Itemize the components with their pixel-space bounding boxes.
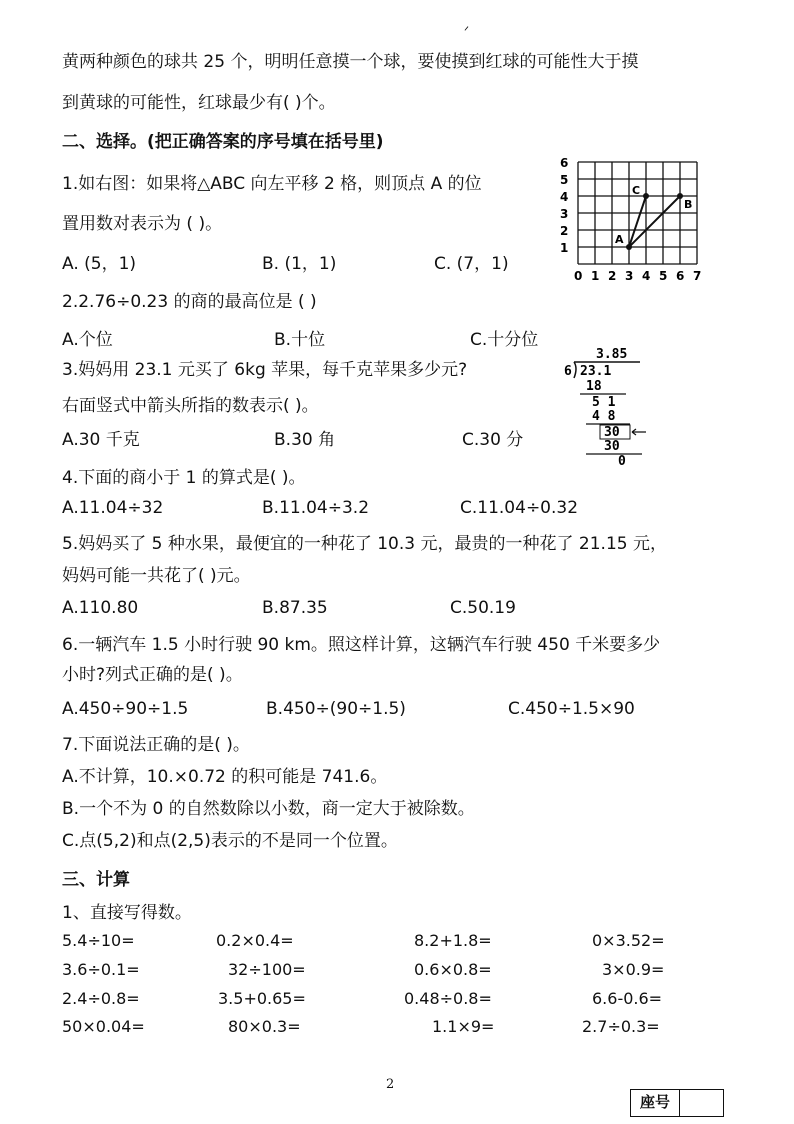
q6-option-b: B.450÷(90÷1.5)	[266, 699, 406, 719]
calc-cell: 2.4÷0.8=	[62, 989, 140, 1008]
q4-line-1: 4.下面的商小于 1 的算式是( )。	[62, 468, 306, 488]
triangle-abc	[615, 184, 692, 250]
q3-line-1: 3.妈妈用 23.1 元买了 6kg 苹果，每千克苹果多少元?	[62, 360, 468, 380]
vertex-point	[677, 193, 683, 199]
x-tick-label: 1	[591, 269, 600, 283]
x-tick-label: 5	[659, 269, 668, 283]
calc-cell: 5.4÷10=	[62, 931, 135, 950]
y-tick-label: 3	[560, 207, 569, 221]
q1-line-2: 置用数对表示为 ( )。	[62, 214, 223, 234]
division-step-1: 18	[586, 379, 602, 394]
q7-option-b: B.一个不为 0 的自然数除以小数，商一定大于被除数。	[62, 799, 475, 819]
y-tick-label: 5	[560, 173, 569, 187]
calc-cell: 3.5+0.65=	[218, 989, 306, 1008]
calc-cell: 0.6×0.8=	[414, 960, 492, 979]
q1-option-c: C. (7，1)	[434, 254, 509, 274]
intro-line-1: 黄两种颜色的球共 25 个，明明任意摸一个球，要使摸到红球的可能性大于摸	[62, 52, 639, 72]
x-tick-label: 3	[625, 269, 634, 283]
y-tick-label: 2	[560, 224, 569, 238]
q5-option-a: A.110.80	[62, 598, 139, 618]
q2-option-b: B.十位	[274, 330, 326, 350]
q2-option-c: C.十分位	[470, 330, 539, 350]
division-divisor: 6	[564, 364, 572, 379]
y-tick-label: 1	[560, 241, 569, 255]
q1-option-b: B. (1，1)	[262, 254, 337, 274]
calc-cell: 3×0.9=	[602, 960, 665, 979]
q6-line-2: 小时?列式正确的是( )。	[62, 665, 243, 685]
division-remainder: 0	[618, 454, 626, 466]
x-tick-label: 6	[676, 269, 685, 283]
calc-cell: 0.48÷0.8=	[404, 989, 492, 1008]
scan-mark: ᐟ	[464, 24, 470, 38]
division-step-5: 30	[604, 439, 620, 454]
grid-lines	[578, 162, 697, 264]
long-division-figure	[560, 346, 650, 466]
calc-cell: 0×3.52=	[592, 931, 665, 950]
q6-option-c: C.450÷1.5×90	[508, 699, 635, 719]
q6-line-1: 6.一辆汽车 1.5 小时行驶 90 km。照这样计算，这辆汽车行驶 450 千米要多少	[62, 635, 661, 655]
division-dividend: 23.1	[580, 364, 612, 379]
division-step-4: 30	[604, 425, 620, 440]
calc-cell: 80×0.3=	[228, 1017, 301, 1036]
q2-line-1: 2.2.76÷0.23 的商的最高位是 ( )	[62, 292, 317, 312]
division-step-3: 4 8	[592, 409, 616, 424]
page-number: 2	[386, 1077, 395, 1092]
y-tick-label: 4	[560, 190, 569, 204]
y-tick-label: 6	[560, 156, 569, 170]
calc-cell: 8.2+1.8=	[414, 931, 492, 950]
calc-cell: 1.1×9=	[432, 1017, 495, 1036]
calc-cell: 2.7÷0.3=	[582, 1017, 660, 1036]
q4-option-a: A.11.04÷32	[62, 498, 164, 518]
q1-line-1: 1.如右图：如果将△ABC 向左平移 2 格，则顶点 A 的位	[62, 174, 482, 194]
q3-option-a: A.30 千克	[62, 430, 140, 450]
q3-option-b: B.30 角	[274, 430, 336, 450]
vertex-label: B	[684, 198, 693, 211]
seat-number-box	[630, 1089, 724, 1117]
vertex-point	[643, 193, 649, 199]
q4-option-b: B.11.04÷3.2	[262, 498, 370, 518]
x-tick-label: 0	[574, 269, 583, 283]
calc-cell: 32÷100=	[228, 960, 306, 979]
q4-option-c: C.11.04÷0.32	[460, 498, 579, 518]
coordinate-grid-figure	[556, 152, 726, 287]
q1-option-a: A. (5，1)	[62, 254, 137, 274]
section-3-heading: 三、计算	[62, 870, 130, 890]
division-step-2: 5 1	[592, 395, 616, 410]
calc-cell: 6.6-0.6=	[592, 989, 663, 1008]
arrow-icon	[632, 429, 646, 435]
vertex-label: A	[615, 233, 624, 246]
seat-label: 座号	[631, 1090, 680, 1116]
calc-cell: 0.2×0.4=	[216, 931, 294, 950]
q7-option-c: C.点(5,2)和点(2,5)表示的不是同一个位置。	[62, 831, 398, 851]
calc-cell: 3.6÷0.1=	[62, 960, 140, 979]
q3-option-c: C.30 分	[462, 430, 524, 450]
q6-option-a: A.450÷90÷1.5	[62, 699, 189, 719]
q5-option-c: C.50.19	[450, 598, 516, 618]
q5-line-1: 5.妈妈买了 5 种水果，最便宜的一种花了 10.3 元，最贵的一种花了 21.15 元，	[62, 534, 667, 554]
q5-line-2: 妈妈可能一共花了( )元。	[62, 566, 251, 586]
q5-option-b: B.87.35	[262, 598, 328, 618]
x-tick-label: 7	[693, 269, 702, 283]
calc-cell: 50×0.04=	[62, 1017, 145, 1036]
q7-line-1: 7.下面说法正确的是( )。	[62, 735, 250, 755]
seat-number-field[interactable]	[680, 1090, 723, 1116]
division-quotient: 3.85	[596, 347, 628, 362]
section-2-heading: 二、选择。(把正确答案的序号填在括号里)	[62, 132, 384, 152]
vertex-point	[626, 244, 632, 250]
q2-option-a: A.个位	[62, 330, 113, 350]
q7-option-a: A.不计算，10.×0.72 的积可能是 741.6。	[62, 767, 388, 787]
q3-line-2: 右面竖式中箭头所指的数表示( )。	[62, 396, 319, 416]
intro-line-2: 到黄球的可能性，红球最少有( )个。	[62, 93, 336, 113]
section-3-sub-1: 1、直接写得数。	[62, 903, 192, 923]
x-tick-label: 2	[608, 269, 617, 283]
vertex-label: C	[632, 184, 641, 197]
x-tick-label: 4	[642, 269, 651, 283]
